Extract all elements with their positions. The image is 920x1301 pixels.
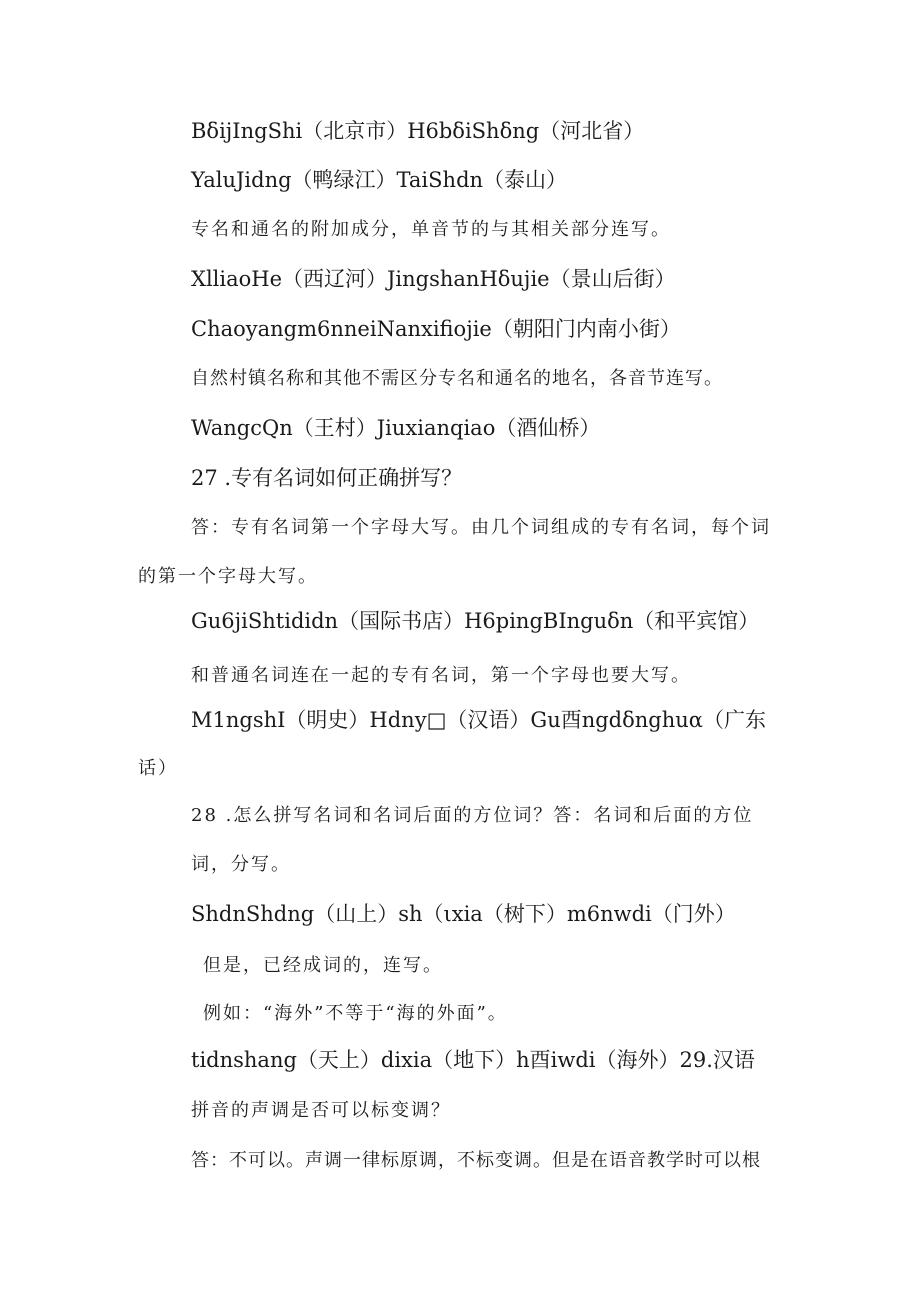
text-line: 自然村镇名称和其他不需区分专名和通名的地名，各音节连写。 bbox=[191, 368, 723, 389]
text-line: BδijIngShi（北京市）H6bδiShδng（河北省） bbox=[191, 119, 645, 143]
text-line: WangcQn（王村）Jiuxianqiao（酒仙桥） bbox=[191, 416, 601, 440]
text-line: 答：专有名词第一个字母大写。由几个词组成的专有名词，每个词 bbox=[191, 517, 771, 538]
text-line: ShdnShdng（山上）sh（ιxia（树下）m6nwdi（门外） bbox=[191, 902, 736, 926]
text-line: 专名和通名的附加成分，单音节的与其相关部分连写。 bbox=[191, 219, 671, 240]
text-line: 例如：“海外”不等于“海的外面”。 bbox=[203, 1003, 508, 1024]
text-line: Gu6jiShtididn（国际书店）H6pingBInguδn（和平宾馆） bbox=[191, 609, 760, 633]
question-heading: 拼音的声调是否可以标变调？ bbox=[191, 1100, 451, 1121]
text-line: 答：不可以。声调一律标原调，不标变调。但是在语音教学时可以根 bbox=[191, 1150, 761, 1171]
text-line: XlliaoHe（西辽河）JingshanHδujie（景山后街） bbox=[191, 267, 676, 291]
question-heading: 28 .怎么拼写名词和名词后面的方位词？答：名词和后面的方位 bbox=[191, 805, 754, 826]
text-line: 但是，已经成词的，连写。 bbox=[203, 955, 443, 976]
question-heading: 27 .专有名词如何正确拼写？ bbox=[191, 466, 463, 490]
text-line: 话） bbox=[138, 758, 178, 779]
text-line: M1ngshI（明史）Hdny□（汉语）Gu酉ngdδnghuα（广东 bbox=[191, 708, 766, 732]
text-line: 和普通名词连在一起的专有名词，第一个字母也要大写。 bbox=[191, 665, 691, 686]
text-line: 的第一个字母大写。 bbox=[138, 566, 318, 587]
text-line: 词，分写。 bbox=[191, 854, 291, 875]
text-line: Chaoyangm6nneiNanxifiojie（朝阳门内南小街） bbox=[191, 317, 681, 341]
text-line: tidnshang（天上）dixia（地下）h酉iwdi（海外）29.汉语 bbox=[191, 1048, 755, 1072]
text-line: YaluJidng（鸭绿江）TaiShdn（泰山） bbox=[191, 168, 568, 192]
